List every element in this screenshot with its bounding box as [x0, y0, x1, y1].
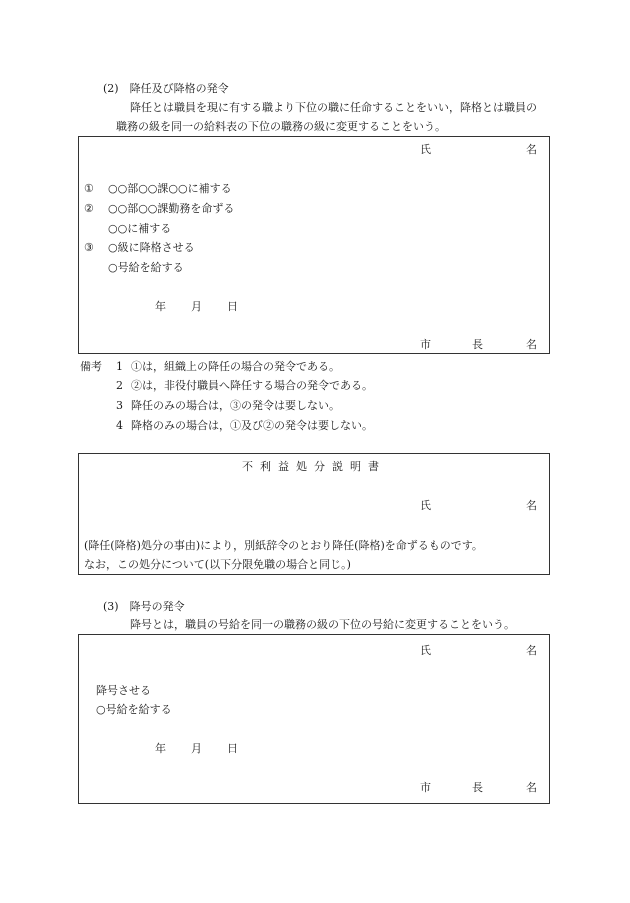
item-text: ○○部○○課○○に補する — [108, 182, 232, 195]
demotion-order-form — [78, 136, 550, 354]
remark-number: 1 — [116, 360, 123, 373]
remark-number: 3 — [116, 399, 123, 412]
item-text: ○号給を給する — [96, 703, 172, 716]
item-text: ○号給を給する — [108, 261, 184, 274]
notice-note-line: なお，この処分について(以下分限免職の場合と同じ。) — [84, 558, 351, 571]
date-day: 日 — [227, 742, 238, 755]
section3-heading: (3) 降号の発令 — [103, 600, 185, 613]
date-month: 月 — [191, 300, 202, 313]
signer-shi: 市 — [420, 338, 431, 351]
remark-number: 2 — [116, 379, 123, 392]
name-label-shi: 氏 — [420, 143, 431, 156]
section2-para-line1: 降任とは職員を現に有する職より下位の職に任命することをいい，降格とは職員の — [130, 101, 537, 114]
name-label-mei: 名 — [526, 644, 537, 657]
item-number: ③ — [84, 241, 94, 254]
disadvantageous-disposition-notice — [78, 453, 550, 575]
notice-title: 不利益処分説明書 — [242, 460, 386, 473]
step-down-order-form — [78, 634, 550, 804]
remark-text: ①は，組織上の降任の場合の発令である。 — [131, 360, 340, 373]
date-year: 年 — [155, 300, 166, 313]
date-month: 月 — [191, 742, 202, 755]
item-text: ○○部○○課勤務を命ずる — [108, 202, 235, 215]
signer-cho: 長 — [472, 338, 483, 351]
item-text: ○級に降格させる — [108, 241, 195, 254]
signer-cho: 長 — [472, 781, 483, 794]
item-text: 降号させる — [96, 684, 151, 697]
section2-heading: (2) 降任及び降格の発令 — [103, 82, 229, 95]
remarks-label: 備考 — [80, 360, 102, 373]
name-label-shi: 氏 — [420, 644, 431, 657]
section3-para: 降号とは，職員の号給を同一の職務の級の下位の号給に変更することをいう。 — [130, 618, 515, 631]
signer-shi: 市 — [420, 781, 431, 794]
remark-number: 4 — [116, 419, 123, 432]
date-day: 日 — [227, 300, 238, 313]
remark-text: 降任のみの場合は，③の発令は要しない。 — [131, 399, 340, 412]
signer-mei: 名 — [526, 781, 537, 794]
name-label-mei: 名 — [526, 499, 537, 512]
section2-para-line2: 職務の級を同一の給料表の下位の職務の級に変更することをいう。 — [116, 120, 446, 133]
item-text: ○○に補する — [108, 222, 172, 235]
item-number: ② — [84, 202, 94, 215]
date-year: 年 — [155, 742, 166, 755]
remark-text: ②は，非役付職員へ降任する場合の発令である。 — [131, 379, 373, 392]
item-number: ① — [84, 182, 94, 195]
name-label-shi: 氏 — [420, 499, 431, 512]
name-label-mei: 名 — [526, 143, 537, 156]
remark-text: 降格のみの場合は，①及び②の発令は要しない。 — [131, 419, 373, 432]
signer-mei: 名 — [526, 338, 537, 351]
notice-reason-line: (降任(降格)処分の事由)により，別紙辞令のとおり降任(降格)を命ずるものです。 — [84, 539, 483, 552]
